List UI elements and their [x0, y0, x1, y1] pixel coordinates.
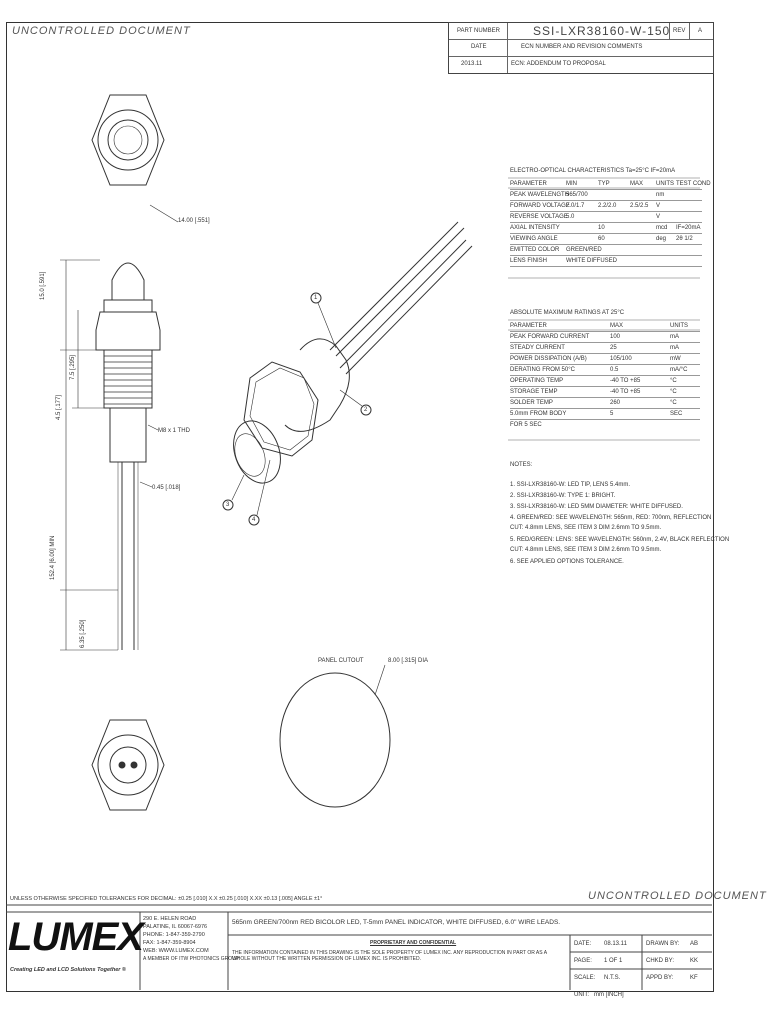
- hex-nut-bottom-view: [92, 720, 164, 810]
- proprietary-text: THE INFORMATION CONTAINED IN THIS DRAWING IS THE SOLE PROPERTY OF LUMEX INC. ANY REPRODUCTION IN PART OR AS A WHOLE WITHOUT THE WRITTEN PERMISSION OF LUMEX INC. IS PROHIBITED.: [232, 950, 547, 962]
- note-item: 2. SSI-LXR38160-W: TYPE 1: BRIGHT.: [510, 493, 616, 499]
- hex-nut-top-view: [92, 95, 164, 185]
- max-cell: OPERATING TEMP: [510, 378, 564, 384]
- tagline: Creating LED and LCD Solutions Together ®: [10, 967, 126, 973]
- eo-cell: 60: [598, 236, 605, 242]
- dim-lead-end: 6.35 [.250]: [80, 619, 86, 648]
- callout-1: 1: [314, 295, 318, 301]
- date-value: 2013.11: [461, 61, 483, 67]
- dim-hex-flat: 14.00 [.551]: [178, 218, 210, 224]
- unit-label: UNIT:: [574, 992, 589, 998]
- eo-cell: [630, 190, 656, 200]
- eo-table-title: ELECTRO-OPTICAL CHARACTERISTICS Ta=25°C IF=20mA: [510, 168, 676, 174]
- callout-3: 3: [226, 502, 230, 508]
- max-cell: mA: [670, 334, 679, 340]
- table-row: [510, 332, 700, 343]
- eo-cell: [566, 223, 598, 233]
- eo-cell: mcd: [656, 225, 668, 231]
- address-line: PHONE: 1-847-359-2790: [143, 932, 205, 938]
- eo-cell: 5.0: [566, 214, 575, 220]
- max-h-units: UNITS: [670, 323, 688, 329]
- max-h-param: PARAMETER: [510, 323, 547, 329]
- max-cell: DERATING FROM 50°C: [510, 367, 575, 373]
- eo-cell: [676, 190, 702, 200]
- rev-value: A: [698, 28, 703, 34]
- lens-top-outer: [98, 110, 158, 170]
- max-cell: STEADY CURRENT: [510, 345, 565, 351]
- max-cell: 260: [610, 400, 621, 406]
- eo-h-param: PARAMETER: [510, 181, 547, 187]
- eo-cell: 10: [598, 225, 605, 231]
- dim-b: 7.5 [.295]: [70, 354, 76, 380]
- note-item: CUT: 4.8mm LENS, SEE ITEM 3 DIM 2.6mm TO 9.5mm.: [510, 525, 662, 531]
- housing-body: [110, 408, 146, 462]
- eo-cell: 2.2/2.0: [598, 203, 617, 209]
- table-row: [510, 365, 700, 376]
- eo-cell: PEAK WAVELENGTH: [510, 192, 570, 198]
- lead-hole-left: [119, 762, 125, 768]
- dim-a: 15.0 [.591]: [40, 271, 46, 300]
- eo-cell: WHITE DIFFUSED: [566, 258, 617, 264]
- checked-label: CHKD BY:: [646, 958, 675, 964]
- eo-cell: nm: [656, 192, 665, 198]
- drawn-value: AB: [690, 941, 699, 947]
- scale-value: N.T.S.: [604, 975, 621, 981]
- table-row: [510, 354, 700, 365]
- eo-h-max: MAX: [630, 181, 644, 187]
- address-line: PALATINE, IL 60067-6976: [143, 924, 208, 930]
- max-cell: FOR 5 SEC: [510, 422, 542, 428]
- eo-cell: LENS FINISH: [510, 258, 548, 264]
- dim-lead-dia: 0.45 [.018]: [152, 485, 181, 491]
- lead-hole-right: [131, 762, 137, 768]
- panel-hole-dim: 8.00 [.315] DIA: [388, 658, 429, 664]
- eo-cell: [630, 234, 656, 244]
- ecn-label: ECN NUMBER AND REVISION COMMENTS: [521, 44, 643, 50]
- eo-cell: 2.5/2.5: [630, 203, 649, 209]
- thread-body: [104, 350, 152, 408]
- max-cell: °C: [670, 389, 677, 395]
- eo-h-min: MIN: [566, 181, 577, 187]
- eo-cell: IF=20mA: [676, 225, 701, 231]
- address-line: FAX: 1-847-359-8904: [143, 940, 196, 946]
- eo-cell: V: [656, 214, 661, 220]
- footer-date-label: DATE:: [574, 941, 592, 947]
- max-cell: 0.5: [610, 367, 619, 373]
- table-row: [510, 223, 702, 234]
- eo-cell: [598, 190, 630, 200]
- max-table: [510, 321, 700, 430]
- bezel-side: [104, 300, 152, 312]
- eo-cell: [598, 212, 630, 222]
- eo-cell: 565/700: [566, 192, 588, 198]
- max-cell: mA: [670, 345, 679, 351]
- max-cell: °C: [670, 400, 677, 406]
- note-item: 5. RED/GREEN: LENS: SEE WAVELENGTH: 560nm, 2.4V, BLACK REFLECTION: [510, 537, 730, 543]
- table-row: [510, 387, 700, 398]
- page-label: PAGE:: [574, 958, 592, 964]
- eo-h-typ: TYP: [598, 181, 610, 187]
- note-item: 4. GREEN/RED: SEE WAVELENGTH: 565nm, RED: 700nm, REFLECTION: [510, 515, 712, 521]
- uncontrolled-label-bottom: UNCONTROLLED DOCUMENT: [588, 890, 767, 902]
- table-row: [510, 201, 702, 212]
- note-item: 1. SSI-LXR38160-W: LED TIP, LENS 5.4mm.: [510, 482, 631, 488]
- eo-cell: V: [656, 203, 661, 209]
- address-line: WEB: WWW.LUMEX.COM: [143, 948, 209, 954]
- eo-cell: [566, 234, 598, 244]
- max-cell: PEAK FORWARD CURRENT: [510, 334, 590, 340]
- table-row: [510, 212, 702, 223]
- eo-cell: REVERSE VOLTAGE: [510, 214, 568, 220]
- note-item: 6. SEE APPLIED OPTIONS TOLERANCE.: [510, 559, 624, 565]
- table-row: [510, 420, 700, 430]
- approved-value: KF: [690, 975, 698, 981]
- eo-cell: 2θ 1/2: [676, 236, 693, 242]
- table-row: [510, 409, 700, 420]
- max-cell: 25: [610, 345, 617, 351]
- dim-c: 4.5 [.177]: [56, 394, 62, 420]
- max-cell: mW: [670, 356, 681, 362]
- callout-2: 2: [364, 407, 368, 413]
- eo-cell: [630, 245, 662, 255]
- ecn-value: ECN: ADDENDUM TO PROPOSAL: [511, 61, 606, 67]
- eo-cell: [630, 223, 656, 233]
- approved-label: APPD BY:: [646, 975, 674, 981]
- notes-title: NOTES:: [510, 462, 533, 468]
- eo-cell: deg: [656, 236, 667, 242]
- lumex-logo: LUMEX: [8, 915, 143, 959]
- part-number-label: PART NUMBER: [457, 28, 501, 34]
- rev-label: REV: [673, 28, 686, 34]
- eo-cell: GREEN/RED: [566, 247, 602, 253]
- eo-cell: AXIAL INTENSITY: [510, 225, 560, 231]
- max-cell: 100: [610, 334, 621, 340]
- max-cell: SEC: [670, 411, 683, 417]
- date-label: DATE: [471, 44, 487, 50]
- panel-cutout-label: PANEL CUTOUT: [318, 658, 364, 664]
- max-cell: -40 TO +85: [610, 378, 641, 384]
- max-cell: POWER DISSIPATION (A/B): [510, 356, 587, 362]
- tolerance-note: UNLESS OTHERWISE SPECIFIED TOLERANCES FOR DECIMAL: ±0.25 [.010] X.X ±0.25 [.010] X.XX ±0.13 [.005] ANGLE ±1°: [10, 896, 323, 902]
- max-cell: 5: [610, 411, 614, 417]
- eo-cell: FORWARD VOLTAGE: [510, 203, 570, 209]
- eo-cell: [676, 212, 702, 222]
- footer-date-value: 08.13.11: [604, 941, 627, 947]
- panel-cutout-circle: [280, 673, 390, 807]
- iso-hex-nut: [244, 362, 318, 456]
- note-item: 3. SSI-LXR38160-W: LED 5MM DIAMETER: WHITE DIFFUSED.: [510, 504, 683, 510]
- eo-h-units: UNITS: [656, 181, 674, 187]
- part-description: 565nm GREEN/700nm RED BICOLOR LED, T-5mm PANEL INDICATOR, WHITE DIFFUSED, 6.0" WIRE LEADS.: [232, 919, 561, 926]
- dim-lead-length: 152.4 [6.00] MIN: [50, 535, 56, 580]
- eo-header-row: [510, 179, 711, 190]
- note-item: CUT: 4.8mm LENS, SEE ITEM 3 DIM 2.6mm TO 9.5mm.: [510, 547, 662, 553]
- checked-value: KK: [690, 958, 699, 964]
- table-row: [510, 343, 700, 354]
- eo-table: [510, 179, 711, 267]
- table-row: [510, 245, 702, 256]
- max-cell: 5.0mm FROM BODY: [510, 411, 567, 417]
- eo-cell: [630, 212, 656, 222]
- scale-label: SCALE:: [574, 975, 596, 981]
- max-cell: mA/°C: [670, 367, 688, 373]
- proprietary-title: PROPRIETARY AND CONFIDENTIAL: [370, 940, 457, 946]
- max-cell: °C: [670, 378, 677, 384]
- eo-cell: 2.0/1.7: [566, 203, 585, 209]
- eo-h-test: TEST COND: [676, 181, 711, 187]
- address-line: 290 E. HELEN ROAD: [143, 916, 197, 922]
- dim-thread: M8 x 1 THD: [158, 428, 190, 434]
- table-row: [510, 256, 702, 267]
- max-cell: 105/100: [610, 356, 632, 362]
- page-value: 1 OF 1: [604, 958, 623, 964]
- max-header-row: [510, 321, 700, 332]
- table-row: [510, 376, 700, 387]
- table-row: [510, 190, 702, 201]
- table-row: [510, 234, 702, 245]
- max-table-title: ABSOLUTE MAXIMUM RATINGS AT 25°C: [510, 310, 625, 316]
- max-h-max: MAX: [610, 323, 624, 329]
- eo-cell: EMITTED COLOR: [510, 247, 560, 253]
- eo-cell: VIEWING ANGLE: [510, 236, 558, 242]
- max-cell: -40 TO +85: [610, 389, 641, 395]
- drawn-label: DRAWN BY:: [646, 941, 680, 947]
- max-cell: SOLDER TEMP: [510, 400, 553, 406]
- table-row: [510, 398, 700, 409]
- address-line: A MEMBER OF ITW PHOTONICS GROUP: [143, 956, 240, 962]
- unit-value: mm [INCH]: [594, 992, 624, 998]
- max-cell: STORAGE TEMP: [510, 389, 558, 395]
- uncontrolled-label-top: UNCONTROLLED DOCUMENT: [12, 25, 191, 37]
- lens-dome-side: [112, 263, 144, 300]
- callout-4: 4: [252, 517, 256, 523]
- iso-lead-2: [340, 240, 466, 368]
- iso-lead-1: [330, 222, 458, 350]
- eo-cell: [676, 201, 702, 211]
- part-number-value: SSI-LXR38160-W-150: [533, 24, 671, 38]
